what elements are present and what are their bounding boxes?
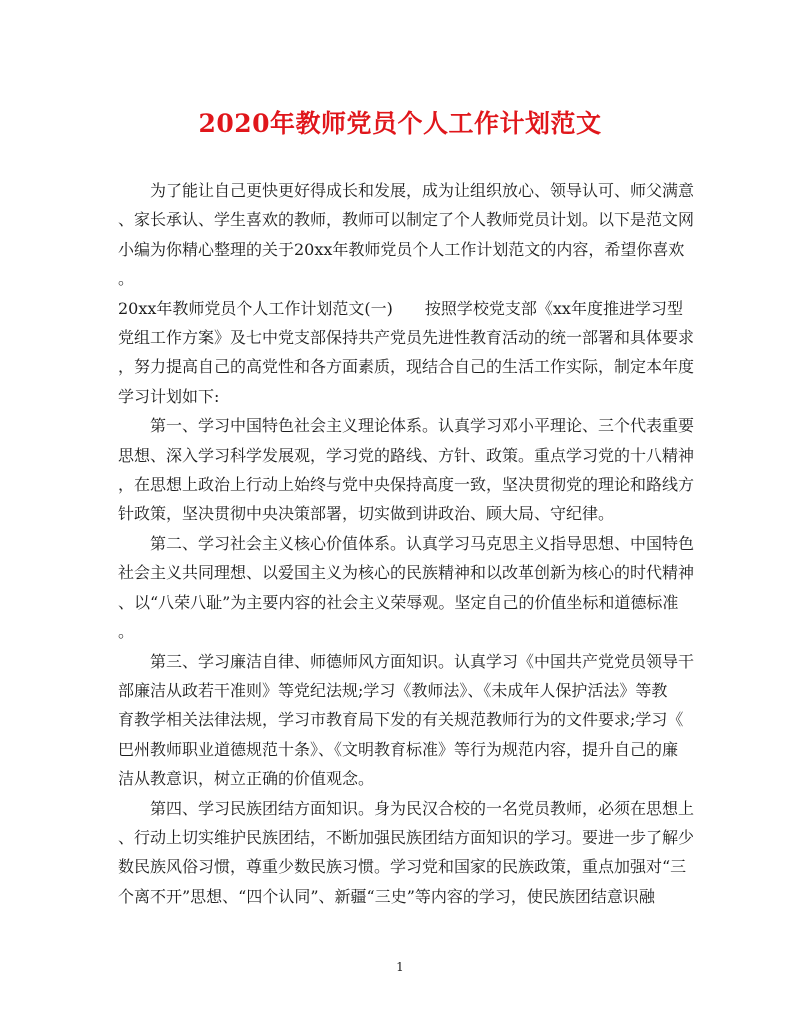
text-line: 第一、学习中国特色社会主义理论体系。认真学习邓小平理论、三个代表重要	[150, 416, 695, 436]
text-line: 社会主义共同理想、以爱国主义为核心的民族精神和以改革创新为核心的时代精神	[118, 563, 695, 583]
document-title: 2020年教师党员个人工作计划范文	[198, 109, 602, 138]
text-line: ，努力提高自己的高党性和各方面素质，现结合自己的生活工作实际，制定本年度	[118, 357, 695, 377]
text-line: 部廉洁从政若干准则》等党纪法规;学习《教师法》、《未成年人保护活法》等教	[118, 680, 668, 700]
text-line: 、以“八荣八耻”为主要内容的社会主义荣辱观。坚定自己的价值坐标和道德标准	[118, 592, 679, 612]
text-line: 第二、学习社会主义核心价值体系。认真学习马克思主义指导思想、中国特色	[150, 533, 695, 553]
text-line: 巴州教师职业道德规范十条》、《文明教育标准》等行为规范内容，提升自己的廉	[118, 739, 679, 759]
text-line: 第四、学习民族团结方面知识。身为民汉合校的一名党员教师，必须在思想上	[150, 798, 695, 818]
page-number: 1	[396, 960, 404, 974]
text-line: 党组工作方案》及七中党支部保持共产党员先进性教育活动的统一部署和具体要求	[118, 328, 695, 348]
document-body	[118, 176, 695, 911]
text-line: 小编为你精心整理的关于20xx年教师党员个人工作计划范文的内容，希望你喜欢	[118, 239, 685, 259]
text-line: 学习计划如下:	[118, 386, 220, 406]
text-line: 数民族风俗习惯，尊重少数民族习惯。学习党和国家的民族政策，重点加强对“三	[118, 857, 687, 877]
text-line: 、家长承认、学生喜欢的教师，教师可以制定了个人教师党员计划。以下是范文网	[118, 210, 695, 230]
text-line: 育教学相关法律法规，学习市教育局下发的有关规范教师行为的文件要求;学习《	[118, 710, 684, 730]
text-line: 洁从教意识，树立正确的价值观念。	[118, 769, 375, 789]
text-line: ，在思想上政治上行动上始终与党中央保持高度一致，坚决贯彻党的理论和路线方	[118, 475, 695, 495]
text-line: 第三、学习廉洁自律、师德师风方面知识。认真学习《中国共产党党员领导干	[150, 651, 695, 671]
text-line: 20xx年教师党员个人工作计划范文(一) 按照学校党支部《xx年度推进学习型	[118, 298, 683, 318]
text-line: 为了能让自己更快更好得成长和发展，成为让组织放心、领导认可、师父满意	[150, 181, 695, 200]
text-line: 思想、深入学习科学发展观，学习党的路线、方针、政策。重点学习党的十八精神	[118, 445, 695, 465]
text-line: 个离不开”思想、“四个认同”、新疆“三史”等内容的学习，使民族团结意识融	[118, 886, 655, 906]
text-line: 、行动上切实维护民族团结，不断加强民族团结方面知识的学习。要进一步了解少	[118, 827, 695, 847]
text-line: 针政策，坚决贯彻中央决策部署，切实做到讲政治、顾大局、守纪律。	[118, 504, 615, 524]
text-line: 。	[118, 622, 135, 642]
text-line: 。	[118, 269, 135, 289]
